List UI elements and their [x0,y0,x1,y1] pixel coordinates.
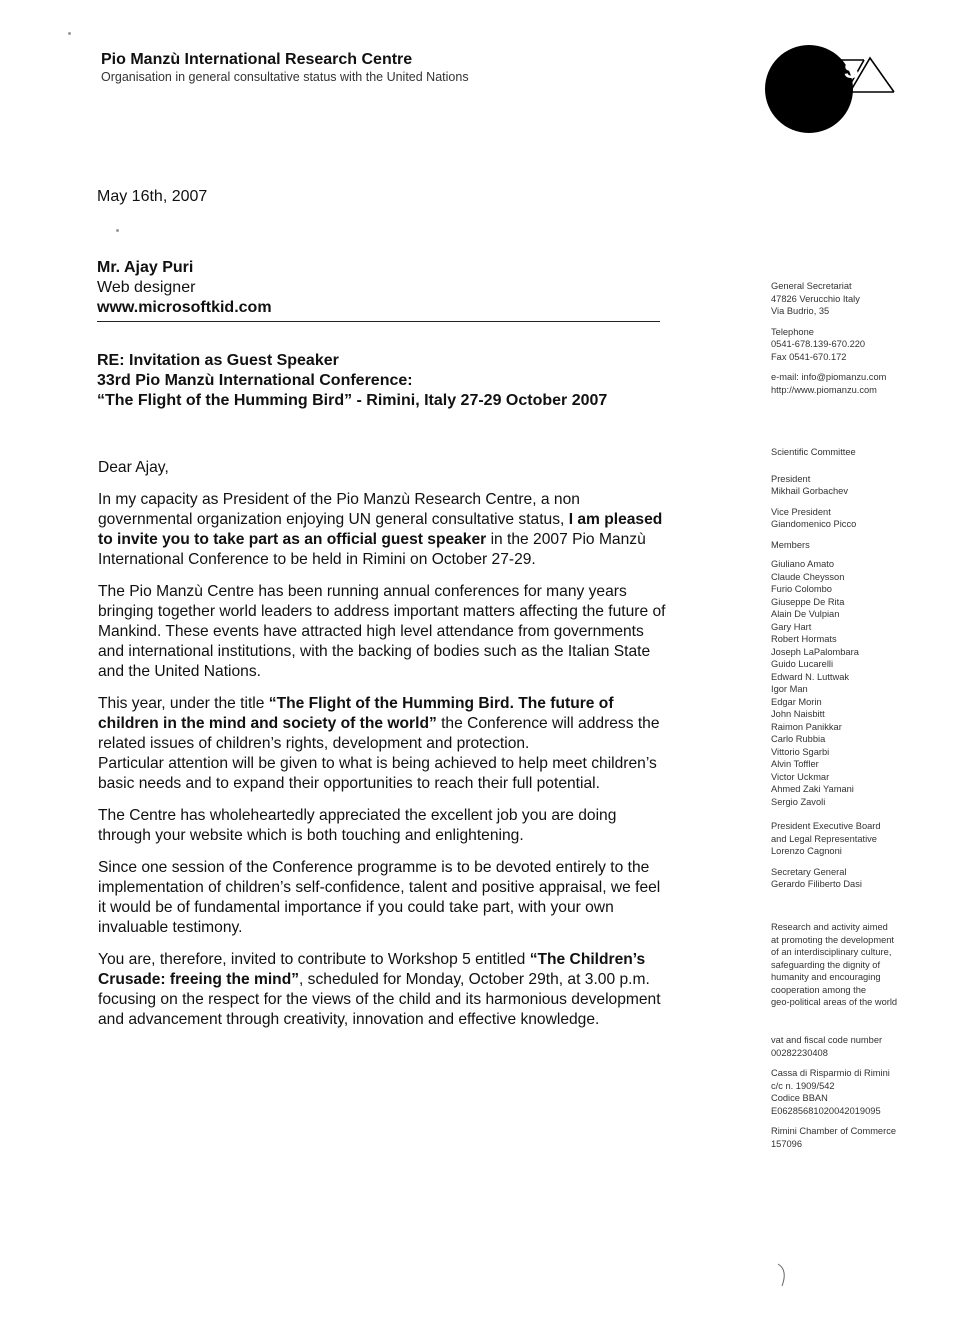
president-name: Mikhail Gorbachev [771,486,848,496]
organization-logo [764,44,896,134]
member-name: Ahmed Zaki Yamani [771,784,854,794]
paragraph-6: Since one session of the Conference programme is to be devoted entirely to the implementation of children’s self-confidence, talent and positive appraisal, we feel it would be of fundamental importance if you could take part, with your own invaluable testimony. [98,859,661,936]
member-name: John Naisbitt [771,709,825,719]
mission-line: Research and activity aimed [771,922,888,932]
vice-president-label: Vice President [771,506,831,517]
organization-subtitle: Organisation in general consultative status with the United Nations [101,70,469,84]
salutation: Dear Ajay, [98,459,169,476]
mission-line: safeguarding the dignity of [771,959,881,970]
exec-board-label: President Executive Board [771,821,881,831]
paragraph-7-text-end: , scheduled for Monday, October 29th, at 3.00 p.m. focusing on the respect for the views of the child and its harmonious development and advancement through creativity, innovation and effective knowledge. [98,971,661,1028]
secretariat-street: Via Budrio, 35 [771,306,830,316]
paragraph-1 [98,490,668,570]
phone-label: Telephone [771,326,814,337]
mission-line: humanity and encouraging [771,972,881,982]
vat-number: 00282230408 [771,1047,828,1058]
secretary-name: Gerardo Filiberto Dasi [771,879,862,889]
divider-line [97,321,660,322]
member-name: Claude Cheysson [771,571,845,582]
member-name: Vittorio Sgarbi [771,746,830,757]
paragraph-5: The Centre has wholeheartedly appreciated the excellent job you are doing through your website which is both touching and enlightening. [98,807,617,844]
letter-date: May 16th, 2007 [97,188,208,205]
website-url: http://www.piomanzu.com [771,384,877,395]
chamber-number: 157096 [771,1138,803,1149]
member-name: Carlo Rubbia [771,734,826,744]
paragraph-7-text: You are, therefore, invited to contribute to Workshop 5 entitled [98,951,530,968]
member-name: Raimon Panikkar [771,721,842,732]
member-name: Giuliano Amato [771,559,835,569]
organization-name: Pio Manzù International Research Centre [101,51,413,68]
subject-line-2: 33rd Pio Manzù International Conference: [97,372,413,389]
member-name: Igor Man [771,684,808,694]
exec-board-label-2: and Legal Representative [771,833,877,844]
paragraph-2: The Pio Manzù Centre has been running annual conferences for many years bringing together world leaders to address important matters affecting the future of Mankind. These events have attracted high level attendance from governments and international institutions, with the backing of bodies such as the Italian State and the United Nations. [98,583,666,680]
recipient-title: Web designer [97,279,196,296]
member-name: Guido Lucarelli [771,659,834,669]
member-name: Gary Hart [771,621,812,632]
scan-speck [68,32,71,35]
member-name: Robert Hormats [771,634,837,644]
paragraph-3 [98,694,668,754]
member-name: Edgar Morin [771,696,822,707]
paragraph-3-text-end: the Conference will address the related issues of children’s rights, development and protection. [98,715,660,752]
sidebar-contact [771,280,956,404]
sidebar-mission [771,921,956,1009]
bank-account: c/c n. 1909/542 [771,1080,835,1091]
subject-block [97,351,607,411]
paragraph-4: Particular attention will be given to what is being achieved to help meet children’s basic needs and to expand their opportunities to reach their full potential. [98,755,657,792]
scan-speck [116,229,119,232]
member-name: Furio Colombo [771,584,832,594]
conference-title: “The Flight of the Humming Bird. The future of children in the mind and society of the world” [98,695,614,732]
recipient-website: www.microsoftkid.com [97,299,272,316]
fax-number: Fax 0541-670.172 [771,351,847,362]
bban-label: Codice BBAN [771,1093,828,1103]
recipient-block [97,258,272,318]
chamber-label: Rimini Chamber of Commerce [771,1126,897,1136]
workshop-title: “The Children’s Crusade: freeing the mind” [98,951,646,988]
sidebar-committee [771,446,956,899]
phone-number: 0541-678.139-670.220 [771,339,866,349]
member-name: Giuseppe De Rita [771,596,845,607]
member-name: Alvin Toffler [771,759,819,769]
email-address: e-mail: info@piomanzu.com [771,372,887,382]
secretariat-city: 47826 Verucchio Italy [771,293,860,304]
bban-code: E06285681020042019095 [771,1105,881,1116]
subject-line-3: “The Flight of the Humming Bird” - Rimini, Italy 27-29 October 2007 [97,392,608,409]
recipient-name: Mr. Ajay Puri [97,259,194,276]
sidebar-fiscal [771,1034,956,1158]
vice-president-name: Giandomenico Picco [771,519,857,529]
paragraph-7 [98,950,668,1030]
paragraph-1-text-end: in the 2007 Pio Manzù International Conference to be held in Rimini on October 27-29. [98,531,646,568]
vat-label: vat and fiscal code number [771,1035,883,1045]
bank-name: Cassa di Risparmio di Rimini [771,1068,890,1078]
president-label: President [771,473,811,484]
member-name: Edward N. Luttwak [771,671,850,682]
mission-line: at promoting the development [771,934,895,945]
member-name: Alain De Vulpian [771,609,840,619]
exec-board-name: Lorenzo Cagnoni [771,846,842,856]
subject-line-1: RE: Invitation as Guest Speaker [97,352,339,369]
scan-mark [774,1262,794,1290]
mission-line: of an interdisciplinary culture, [771,947,892,957]
secretary-label: Secretary General [771,866,847,877]
member-name: Victor Uckmar [771,771,830,782]
mission-line: geo-political areas of the world [771,997,898,1007]
member-name: Joseph LaPalombara [771,646,859,657]
paragraph-3-text: This year, under the title [98,695,269,712]
paragraph-1-text: In my capacity as President of the Pio Manzù Research Centre, a non governmental organization enjoying UN general consultative status, [98,491,580,528]
members-heading: Members [771,539,810,550]
paragraph-1-emphasis: I am pleased to invite you to take part as an official guest speaker [98,511,663,548]
member-name: Sergio Zavoli [771,796,826,807]
letter-body [98,458,668,1042]
mission-line: cooperation among the [771,984,867,995]
committee-heading: Scientific Committee [771,447,856,457]
svg-text:S: S [844,58,859,83]
secretariat-label: General Secretariat [771,281,852,291]
